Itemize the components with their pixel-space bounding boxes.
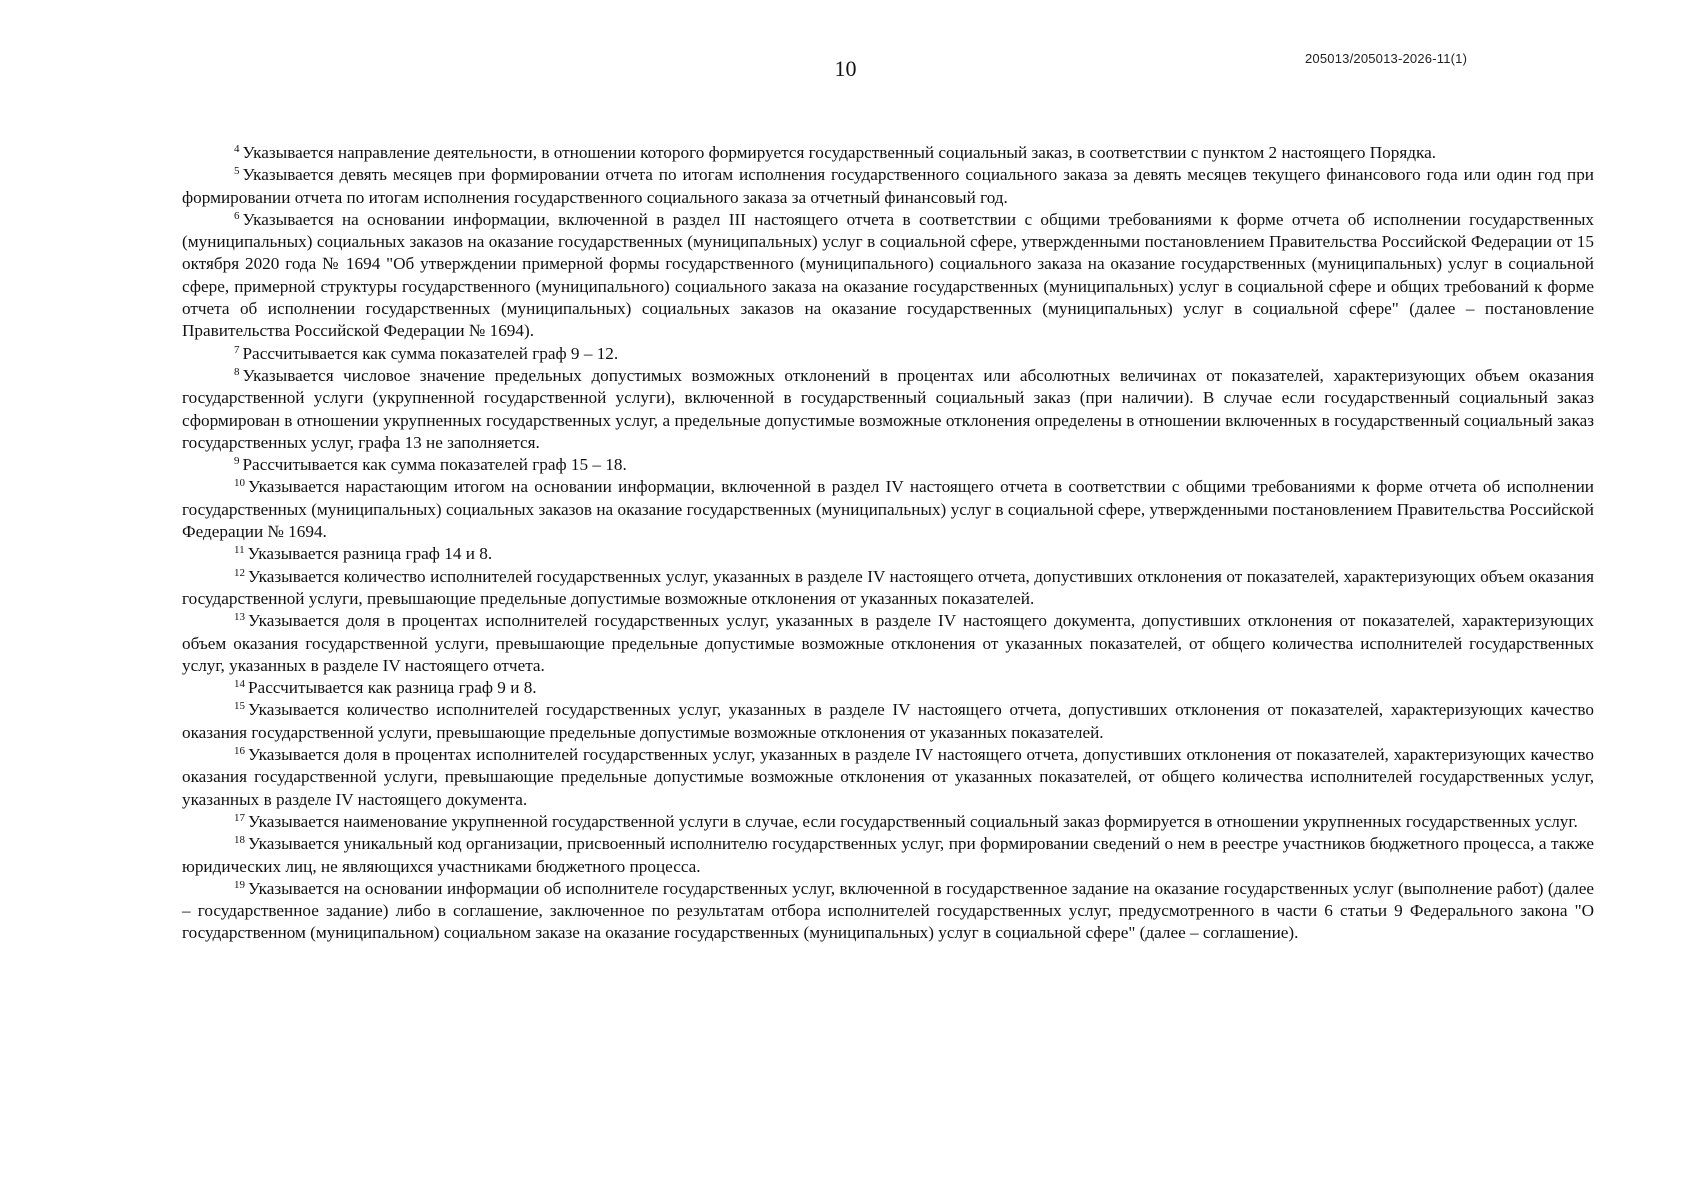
footnote-number: 4 <box>234 142 240 155</box>
footnote-5 <box>182 164 1594 209</box>
footnote-16 <box>182 744 1594 811</box>
footnote-text: Рассчитывается как сумма показателей граф 15 – 18. <box>242 455 627 475</box>
footnote-text: Рассчитывается как сумма показателей граф 9 – 12. <box>242 343 619 363</box>
footnote-text: Указывается на основании информации об исполнителе государственных услуг, включенной в государственное задание на оказание государственных услуг (выполнение работ) (далее – государственное задание) либо в соглашение, заключенное по результатам отбора исполнителей государственных услуг, предусмотренного в части 6 статьи 9 Федерального закона "О государственном (муниципальном) социальном заказе на оказание государственных (муниципальных) услуг в социальной сфере" (далее – соглашение). <box>182 878 1594 943</box>
footnote-number: 13 <box>234 611 245 624</box>
footnote-12 <box>182 566 1594 611</box>
footnote-text: Указывается на основании информации, включенной в раздел III настоящего отчета в соответствии с общими требованиями к форме отчета об исполнении государственных (муниципальных) социальных заказов на оказание государственных (муниципальных) услуг в социальной сфере, утвержденными постановлением Правительства Российской Федерации от 15 октября 2020 года № 1694 "Об утверждении примерной формы государственного (муниципального) социального заказа на оказание государственных (муниципальных) услуг в социальной сфере, примерной структуры государственного (муниципального) социального заказа на оказание государственных (муниципальных) услуг в социальной сфере и общих требований к форме отчета об исполнении государственных (муниципальных) социальных заказов на оказание государственных (муниципальных) услуг в социальной сфере" (далее – постановление Правительства Российской Федерации № 1694). <box>182 209 1594 341</box>
footnote-13 <box>182 610 1594 677</box>
footnote-text: Указывается нарастающим итогом на основании информации, включенной в раздел IV настоящего отчета в соответствии с общими требованиями к форме отчета об исполнении государственных (муниципальных) социальных заказов на оказание государственных (муниципальных) услуг в социальной сфере, утвержденными постановлением Правительства Российской Федерации № 1694. <box>182 477 1594 542</box>
footnote-text: Указывается девять месяцев при формировании отчета по итогам исполнения государственного социального заказа за девять месяцев текущего финансового года или один год при формировании отчета по итогам исполнения государственного социального заказа за отчетный финансовый год. <box>182 165 1594 207</box>
footnote-number: 6 <box>234 209 240 222</box>
footnote-number: 19 <box>234 878 245 891</box>
footnote-number: 12 <box>234 566 245 579</box>
footnote-text: Указывается количество исполнителей государственных услуг, указанных в разделе IV настоящего отчета, допустивших отклонения от показателей, характеризующих объем оказания государственной услуги, превышающие предельные допустимые возможные отклонения от указанных показателей. <box>182 566 1594 608</box>
footnote-4 <box>182 142 1594 164</box>
footnote-15 <box>182 699 1594 744</box>
footnote-17 <box>182 811 1594 833</box>
footnote-number: 18 <box>234 834 245 847</box>
footnote-text: Указывается количество исполнителей государственных услуг, указанных в разделе IV настоящего отчета, допустивших отклонения от показателей, характеризующих качество оказания государственной услуги, превышающие предельные допустимые возможные отклонения от указанных показателей. <box>182 700 1594 742</box>
footnote-14 <box>182 677 1594 699</box>
footnote-text: Указывается доля в процентах исполнителей государственных услуг, указанных в разделе IV настоящего отчета, допустивших отклонения от показателей, характеризующих качество оказания государственной услуги, превышающие предельные допустимые возможные отклонения от указанных показателей, от общего количества исполнителей государственных услуг, указанных в разделе IV настоящего документа. <box>182 745 1594 809</box>
footnote-10 <box>182 476 1594 543</box>
footnote-text: Указывается доля в процентах исполнителей государственных услуг, указанных в разделе IV настоящего документа, допустивших отклонения от показателей, характеризующих объем оказания государственной услуги, превышающие предельные допустимые возможные отклонения от указанных показателей, от общего количества исполнителей государственных услуг, указанных в разделе IV настоящего отчета. <box>182 611 1594 675</box>
footnote-8 <box>182 365 1594 454</box>
footnote-number: 7 <box>234 343 240 356</box>
footnote-number: 11 <box>234 544 245 557</box>
footnote-number: 16 <box>234 744 245 757</box>
footnote-18 <box>182 833 1594 878</box>
footnote-9 <box>182 454 1594 476</box>
footnote-text: Указывается направление деятельности, в отношении которого формируется государственный социальный заказ, в соответствии с пунктом 2 настоящего Порядка. <box>242 143 1436 162</box>
footnote-7 <box>182 343 1594 365</box>
page-number: 10 <box>834 56 857 81</box>
footnote-text: Указывается числовое значение предельных допустимых возможных отклонений в процентах или абсолютных величинах от показателей, характеризующих объем оказания государственной услуги (укрупненной государственной услуги), включенной в государственный социальный заказ (при наличии). В случае если государственный социальный заказ сформирован в отношении укрупненных государственных услуг, а предельные допустимые возможные отклонения определены в отношении включенных в государственный социальный заказ государственных услуг, графа 13 не заполняется. <box>182 365 1594 452</box>
footnote-number: 9 <box>234 455 240 468</box>
footnote-number: 5 <box>234 165 240 178</box>
footnote-number: 17 <box>234 811 245 824</box>
document-code: 205013/205013-2026-11(1) <box>1305 51 1468 66</box>
footnote-19 <box>182 878 1594 945</box>
footnote-number: 10 <box>234 477 245 490</box>
footnote-number: 14 <box>234 678 245 691</box>
footnote-text: Указывается уникальный код организации, присвоенный исполнителю государственных услуг, при формировании сведений о нем в реестре участников бюджетного процесса, а также юридических лиц, не являющихся участниками бюджетного процесса. <box>182 834 1594 876</box>
footnote-number: 15 <box>234 700 245 713</box>
footnote-text: Указывается разница граф 14 и 8. <box>247 544 493 564</box>
footnotes-list <box>182 142 1594 945</box>
footnote-number: 8 <box>234 365 240 378</box>
footnote-6 <box>182 209 1594 343</box>
footnote-text: Рассчитывается как разница граф 9 и 8. <box>248 678 537 698</box>
footnote-text: Указывается наименование укрупненной государственной услуги в случае, если государственный социальный заказ формируется в отношении укрупненных государственных услуг. <box>248 811 1578 831</box>
footnote-11 <box>182 543 1594 565</box>
